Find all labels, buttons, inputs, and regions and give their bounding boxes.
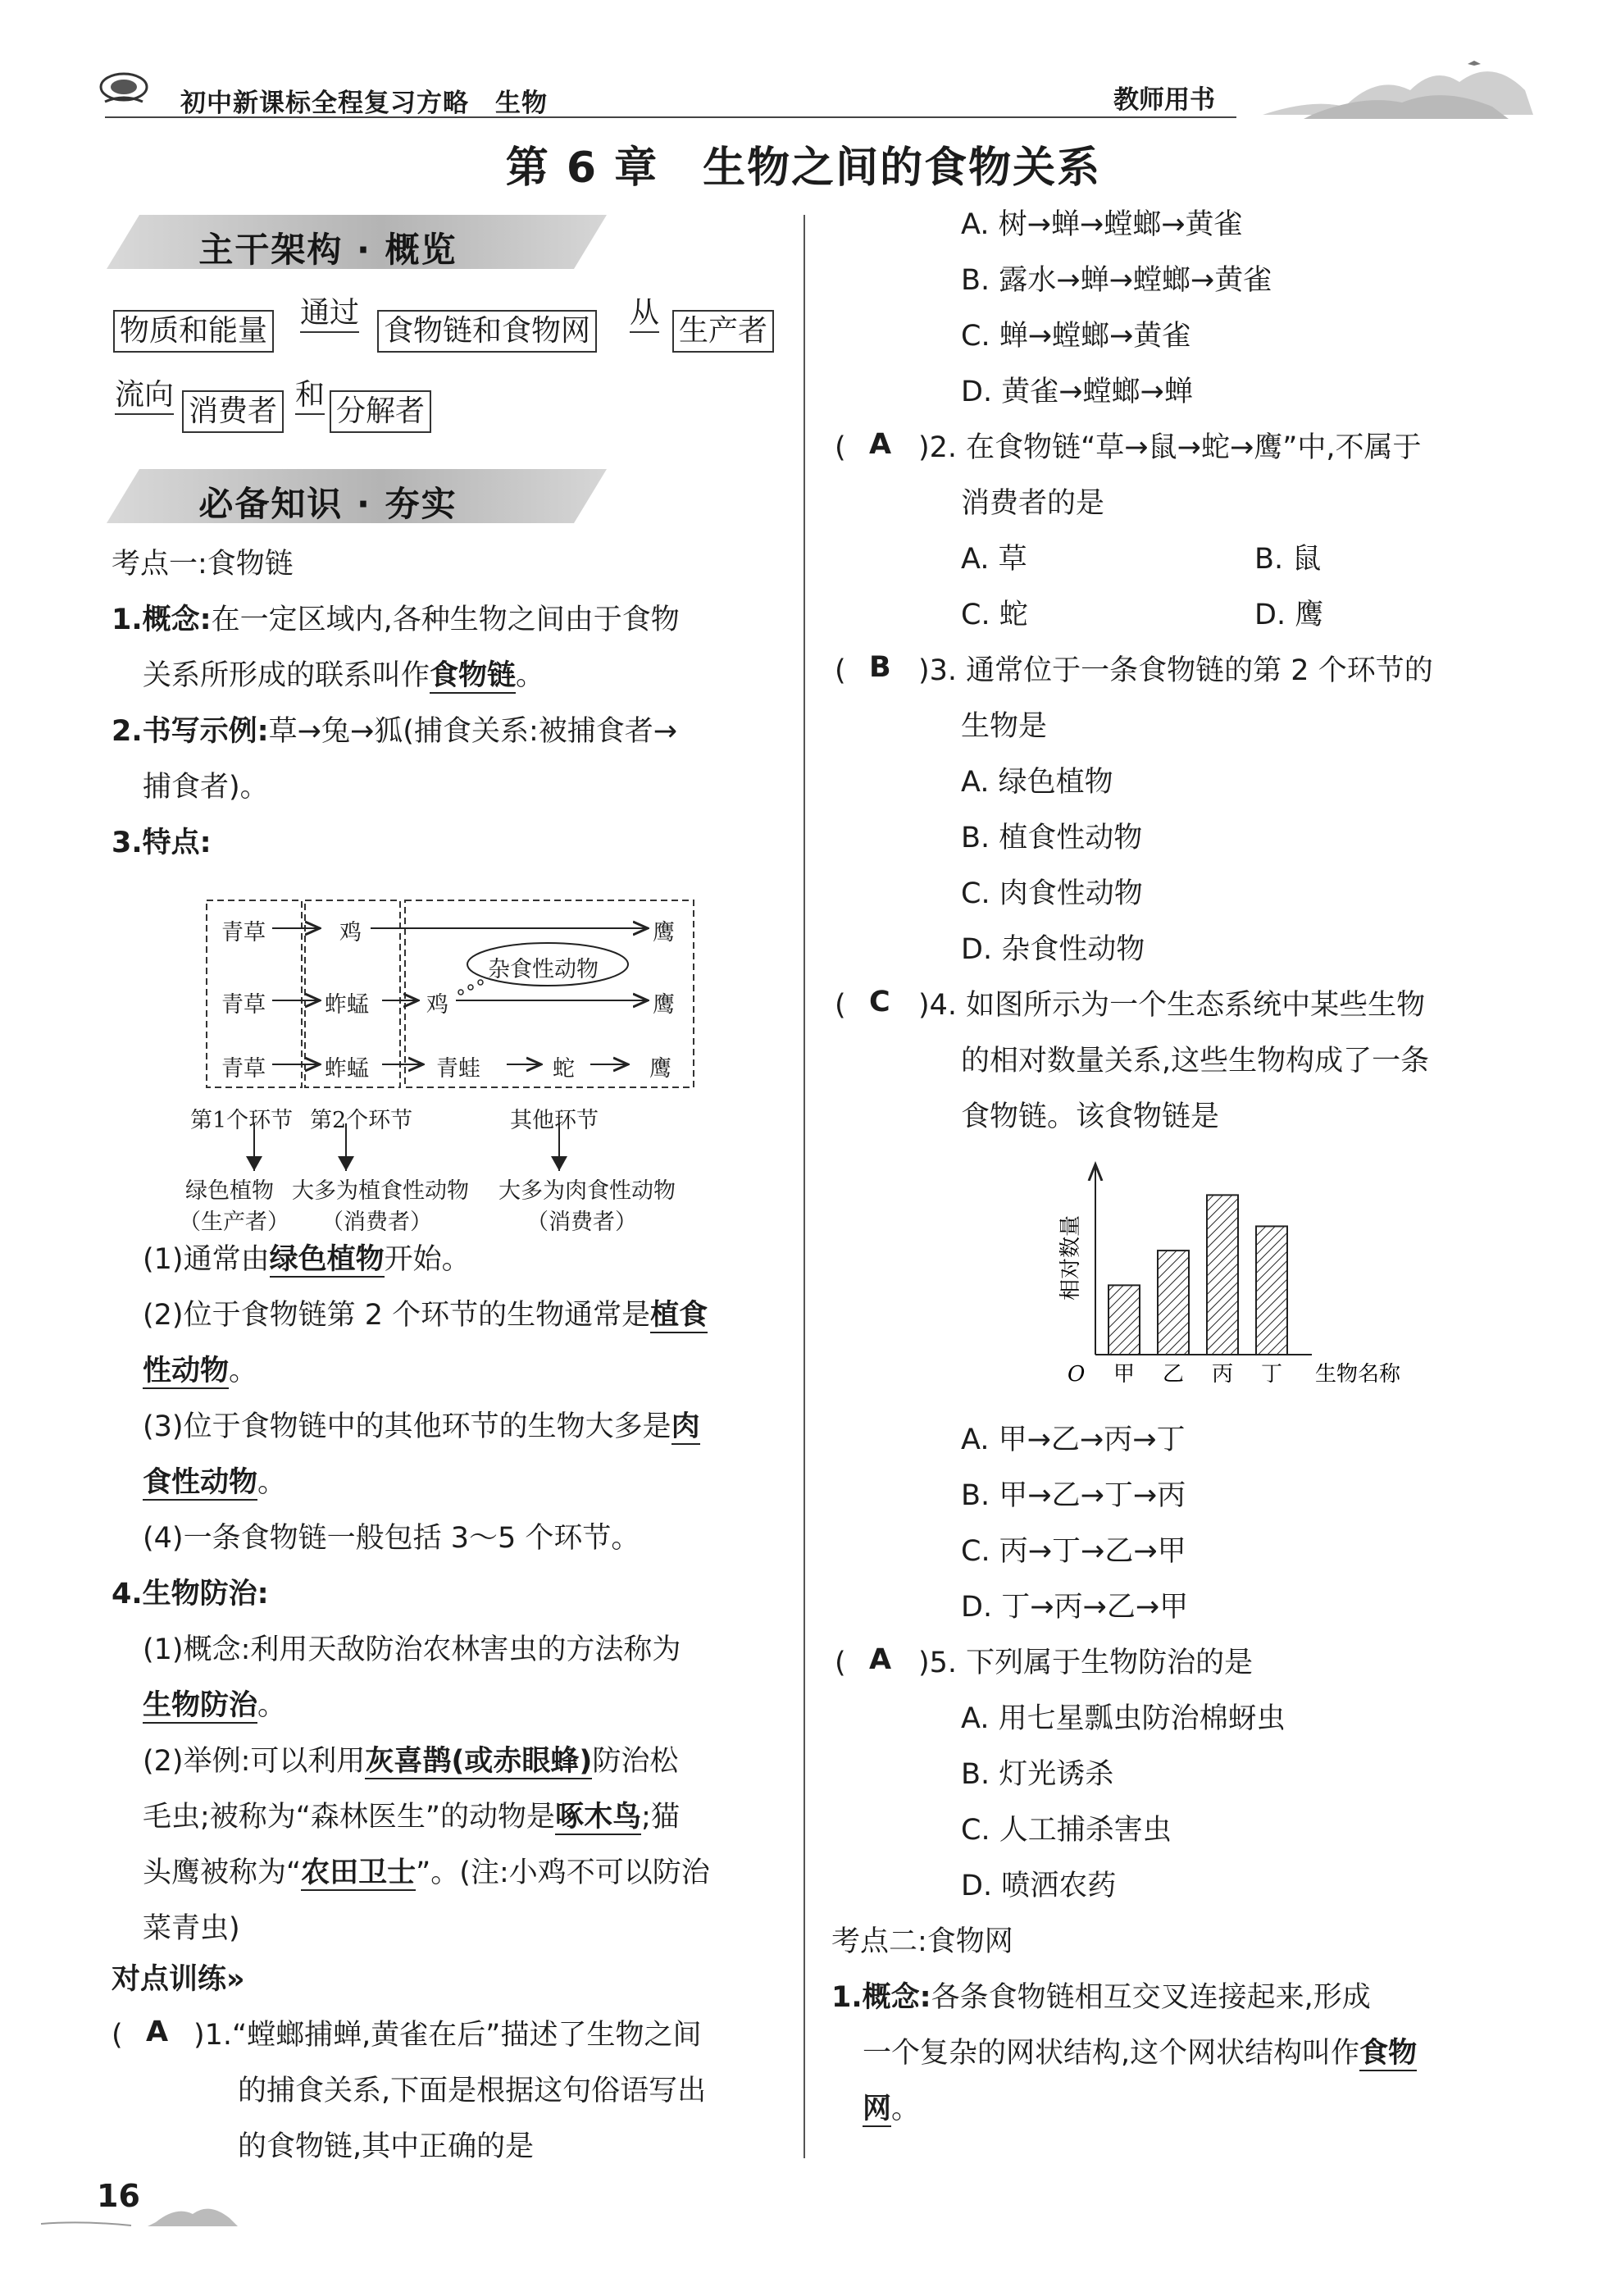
chart-origin-label: O	[1068, 1362, 1086, 1387]
q4-stem-line2: 的相对数量关系,这些生物构成了一条	[961, 1045, 1430, 1077]
q1-option-a: A. 树→蝉→螳螂→黄雀	[961, 208, 1243, 241]
chart-bar-3	[1256, 1226, 1287, 1355]
q4-option-b: B. 甲→乙→丁→丙	[961, 1479, 1186, 1512]
diagram-r3-grasshopper: 蚱蜢	[325, 1056, 369, 1082]
diagram-type3: 大多为肉食性动物	[498, 1178, 676, 1204]
biocontrol-example-line4: 菜青虫)	[143, 1912, 240, 1945]
q2-stem-line2: 消费者的是	[961, 487, 1105, 520]
teacher-edition-label: 教师用书	[1113, 85, 1215, 115]
diagram-r2-grasshopper: 蚱蜢	[325, 992, 369, 1018]
diagram-r2-grass: 青草	[221, 992, 266, 1018]
feature-2-line1: (2)位于食物链第 2 个环节的生物通常是植食	[143, 1299, 708, 1332]
chart-category-label-2: 丙	[1211, 1362, 1234, 1387]
kp2-concept-line3: 网。	[863, 2093, 921, 2125]
q2-option-c: C. 蛇	[961, 599, 1028, 631]
feature-3-line2: 食性动物。	[143, 1466, 287, 1499]
biocontrol-concept-line1: (1)概念:利用天敌防治农林害虫的方法称为	[143, 1633, 681, 1666]
diagram-role3: （消费者）	[526, 1210, 637, 1235]
q1-paren: (	[112, 2019, 123, 2052]
q2-paren: (	[835, 431, 846, 464]
q5-option-a: A. 用七星瓢虫防治棉蚜虫	[961, 1702, 1286, 1735]
mountain-decoration-icon	[1263, 49, 1533, 123]
q3-option-d: D. 杂食性动物	[961, 933, 1145, 966]
overview-connector-from: 从	[630, 295, 659, 333]
chart-category-label-1: 乙	[1162, 1362, 1185, 1387]
diagram-r3-frog: 青蛙	[436, 1056, 480, 1082]
kp1-example-line2: 捕食者)。	[143, 771, 269, 804]
diagram-r2-chicken: 鸡	[426, 992, 448, 1018]
diagram-role2: （消费者）	[321, 1210, 432, 1235]
feature-1: (1)通常由绿色植物开始。	[143, 1243, 471, 1276]
chart-category-label-3: 丁	[1260, 1362, 1283, 1387]
q4-stem-line3: 食物链。该食物链是	[961, 1100, 1220, 1133]
q3-option-c: C. 肉食性动物	[961, 877, 1143, 910]
biocontrol-example-line2: 毛虫;被称为“森林医生”的动物是啄木鸟;猫	[143, 1801, 680, 1834]
q1-option-d: D. 黄雀→螳螂→蝉	[961, 376, 1193, 408]
diagram-type1: 绿色植物	[185, 1178, 274, 1204]
overview-box-consumer: 消费者	[182, 390, 284, 433]
q1-option-c: C. 蝉→螳螂→黄雀	[961, 320, 1191, 353]
q5-stem-line1: )5. 下列属于生物防治的是	[918, 1647, 1254, 1679]
chart-bar-0	[1109, 1285, 1140, 1355]
diagram-role1: （生产者）	[179, 1210, 289, 1235]
kp1-concept-line1: 1.概念:在一定区域内,各种生物之间由于食物	[112, 604, 680, 636]
q1-stem-line2: 的捕食关系,下面是根据这句俗语写出	[238, 2075, 707, 2107]
q2-stem-line1: )2. 在食物链“草→鼠→蛇→鹰”中,不属于	[918, 431, 1422, 464]
diagram-r1-eagle: 鹰	[653, 920, 675, 945]
overview-box-food-chain-web: 食物链和食物网	[377, 310, 597, 353]
double-chevron-icon: »	[226, 1963, 245, 1996]
chapter-title: 第 6 章 生物之间的食物关系	[505, 144, 1102, 193]
footer-mountain-icon	[33, 2181, 246, 2230]
chart-bar-2	[1207, 1195, 1238, 1355]
feature-3-line1: (3)位于食物链中的其他环节的生物大多是肉	[143, 1410, 700, 1443]
overview-box-producer: 生产者	[672, 310, 774, 353]
diagram-type2: 大多为植食性动物	[292, 1178, 469, 1204]
diagram-r3-eagle: 鹰	[649, 1056, 671, 1082]
diagram-r3-snake: 蛇	[553, 1056, 575, 1082]
diagram-r2-eagle: 鹰	[653, 992, 675, 1018]
overview-connector-and: 和	[295, 377, 325, 415]
q5-option-b: B. 灯光诱杀	[961, 1758, 1114, 1791]
overview-box-matter-energy: 物质和能量	[113, 310, 274, 353]
kp2-concept-line1: 1.概念:各条食物链相互交叉连接起来,形成	[831, 1981, 1371, 2014]
q3-option-a: A. 绿色植物	[961, 766, 1113, 799]
kp1-example-line1: 2.书写示例:草→兔→狐(捕食关系:被捕食者→	[112, 715, 678, 748]
publisher-logo-icon	[98, 72, 149, 105]
q3-stem-line1: )3. 通常位于一条食物链的第 2 个环节的	[918, 654, 1433, 687]
kp1-features-label: 3.特点:	[112, 827, 212, 859]
kp1-heading: 考点一:食物链	[112, 548, 294, 581]
q2-option-a: A. 草	[961, 543, 1027, 576]
q2-answer: A	[869, 428, 892, 461]
q1-stem-line3: 的食物链,其中正确的是	[238, 2130, 535, 2163]
overview-connector-flow: 流向	[115, 377, 174, 415]
q3-stem-line2: 生物是	[961, 710, 1048, 743]
diagram-stage3-label: 其他环节	[510, 1108, 599, 1133]
chart-xlabel: 生物名称	[1315, 1362, 1401, 1387]
q5-option-d: D. 喷洒农药	[961, 1870, 1117, 1902]
kp1-concept-line2: 关系所形成的联系叫作食物链。	[143, 659, 545, 692]
column-divider	[804, 215, 805, 2158]
q1-option-b: B. 露水→蝉→螳螂→黄雀	[961, 264, 1272, 297]
chart-category-label-0: 甲	[1113, 1362, 1136, 1387]
book-series-title: 初中新课标全程复习方略 生物	[180, 89, 548, 118]
q5-paren: (	[835, 1647, 846, 1679]
diagram-oval-omnivore: 杂食性动物	[488, 957, 599, 982]
knowledge-banner: 必备知识 · 夯实	[107, 469, 607, 523]
q4-answer: C	[869, 986, 890, 1018]
diagram-r1-grass: 青草	[221, 920, 266, 945]
page-number: 16	[97, 2178, 140, 2214]
kp2-heading: 考点二:食物网	[831, 1925, 1013, 1958]
practice-heading: 对点训练»	[112, 1963, 245, 1996]
chart-bar-1	[1158, 1250, 1189, 1355]
q2-option-d: D. 鹰	[1254, 599, 1324, 631]
q4-option-c: C. 丙→丁→乙→甲	[961, 1535, 1186, 1568]
q3-answer: B	[869, 651, 891, 684]
biocontrol-label: 4.生物防治:	[112, 1578, 269, 1610]
q3-option-b: B. 植食性动物	[961, 822, 1143, 854]
q4-bar-chart	[1049, 1155, 1435, 1392]
q5-option-c: C. 人工捕杀害虫	[961, 1814, 1172, 1847]
chart-ylabel: 相对数量	[1058, 1214, 1083, 1301]
q1-stem-line1: )1.“螳螂捕蝉,黄雀在后”描述了生物之间	[193, 2019, 702, 2052]
q1-answer: A	[146, 2016, 169, 2048]
diagram-r3-grass: 青草	[221, 1056, 266, 1082]
q5-answer: A	[869, 1643, 892, 1676]
overview-connector-through: 通过	[300, 295, 359, 333]
biocontrol-example-line3: 头鹰被称为“农田卫士”。(注:小鸡不可以防治	[143, 1856, 710, 1889]
diagram-stage2-label: 第2个环节	[310, 1108, 413, 1133]
biocontrol-concept-line2: 生物防治。	[143, 1689, 287, 1722]
q4-option-d: D. 丁→丙→乙→甲	[961, 1591, 1189, 1624]
q4-paren: (	[835, 989, 846, 1022]
biocontrol-example-line1: (2)举例:可以利用灰喜鹊(或赤眼蜂)防治松	[143, 1745, 679, 1778]
overview-box-decomposer: 分解者	[330, 390, 431, 433]
diagram-stage1-label: 第1个环节	[190, 1108, 294, 1133]
feature-4: (4)一条食物链一般包括 3～5 个环节。	[143, 1522, 640, 1555]
header-rule	[105, 116, 1236, 118]
feature-2-line2: 性动物。	[143, 1355, 258, 1387]
q4-option-a: A. 甲→乙→丙→丁	[961, 1424, 1186, 1456]
diagram-r1-chicken: 鸡	[339, 920, 362, 945]
q4-stem-line1: )4. 如图所示为一个生态系统中某些生物	[918, 989, 1426, 1022]
kp2-concept-line2: 一个复杂的网状结构,这个网状结构叫作食物	[863, 2037, 1418, 2070]
q2-option-b: B. 鼠	[1254, 543, 1322, 576]
q3-paren: (	[835, 654, 846, 687]
overview-banner: 主干架构 · 概览	[107, 215, 607, 269]
